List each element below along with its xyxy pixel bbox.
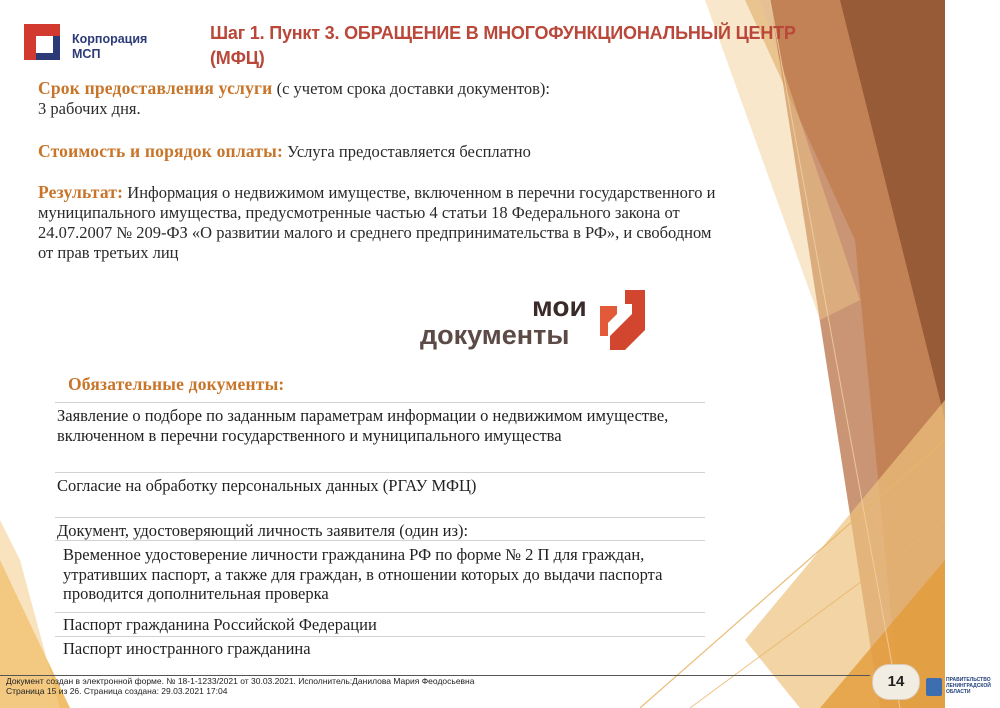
divider (55, 517, 705, 518)
footer-text (6, 677, 474, 696)
corporation-logo (22, 22, 172, 70)
divider (55, 612, 705, 613)
gov-line-1: ПРАВИТЕЛЬСТВО (946, 677, 991, 683)
service-term (38, 78, 718, 119)
page-number: 14 (872, 664, 920, 700)
footer-line-2: Страница 15 из 26. Страница создана: 29.03.2021 17:04 (6, 685, 228, 696)
service-term-label: Срок предоставления услуги (38, 78, 273, 98)
service-result (38, 182, 718, 263)
service-cost (38, 141, 718, 162)
moi-logo-line-2: документы (420, 320, 570, 350)
service-result-label: Результат: (38, 182, 124, 202)
logo-line-1: Корпорация (72, 32, 148, 46)
divider (55, 472, 705, 473)
document-subitem: Паспорт гражданина Российской Федерации (63, 615, 377, 634)
document-item: Заявление о подборе по заданным параметрам информации о недвижимом имуществе, включенном в перечни государственного и муниципального имущества (57, 406, 669, 445)
moi-logo-line-1: мои (532, 291, 587, 322)
footer-line-1: Документ создан в электронной форме. № 18-1-1233/2021 от 30.03.2021. Исполнитель:Данилова Мария Феодосьевна (6, 676, 475, 686)
service-cost-label: Стоимость и порядок оплаты: (38, 141, 284, 161)
coat-of-arms-icon (926, 678, 942, 696)
service-term-value: 3 рабочих дня. (38, 99, 141, 118)
logo-line-2: МСП (72, 47, 101, 61)
service-term-text: (с учетом срока доставки документов): (272, 79, 550, 98)
document-item: Согласие на обработку персональных данных (РГАУ МФЦ) (57, 476, 477, 495)
slide-title: Шаг 1. Пункт 3. ОБРАЩЕНИЕ В МНОГОФУНКЦИОНАЛЬНЫЙ ЦЕНТР (МФЦ) (210, 23, 796, 68)
divider (55, 636, 705, 637)
service-result-text: Информация о недвижимом имуществе, включенном в перечни государственного и муниципального имущества, предусмотренные частью 4 статьи 18 Федерального закона от 24.07.2007 № 209-ФЗ «О развитии малого и среднего предпринимательства в РФ», и свободном от прав третьих лиц (38, 183, 716, 262)
government-logo (926, 676, 996, 698)
document-subitem: Временное удостоверение личности гражданина РФ по форме № 2 П для граждан, утративших паспорт, а также для граждан, в отношении которых до выдачи паспорта проводится дополнительная проверка (63, 545, 663, 603)
required-documents-heading: Обязательные документы: (68, 374, 285, 394)
divider (55, 402, 705, 403)
service-cost-text: Услуга предоставляется бесплатно (283, 142, 531, 161)
divider (55, 540, 705, 541)
moi-dokumenty-logo (420, 284, 650, 354)
gov-line-2: ЛЕНИНГРАДСКОЙ (946, 683, 991, 689)
document-subitem: Паспорт иностранного гражданина (63, 639, 311, 658)
moi-logo-mark-icon (600, 290, 645, 350)
document-item: Документ, удостоверяющий личность заявителя (один из): (57, 521, 469, 540)
gov-line-3: ОБЛАСТИ (946, 689, 971, 695)
corporation-logo-icon (22, 22, 62, 62)
